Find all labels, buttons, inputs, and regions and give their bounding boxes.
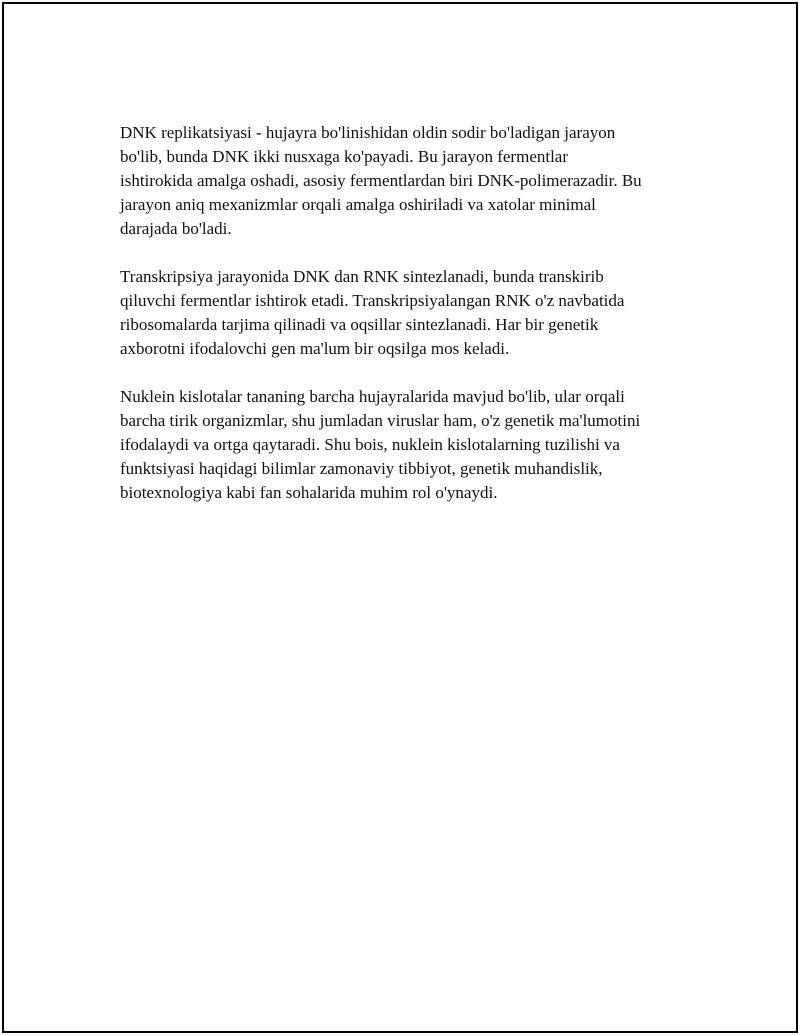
paragraph-transcription: Transkripsiya jarayonida DNK dan RNK sintezlanadi, bunda transkirib qiluvchi fermentlar ishtirok etadi. Transkripsiyalangan RNK o'z navbatida ribosomalarda tarjima qilinadi va oqsillar sintezlanadi. Har bir genetik axborotni ifodalovchi gen ma'lum bir oqsilga mos keladi. [120, 267, 625, 358]
document-body [120, 121, 690, 529]
paragraph-nucleic-acids: Nuklein kislotalar tananing barcha hujayralarida mavjud bo'lib, ular orqali barcha tirik organizmlar, shu jumladan viruslar ham, o'z genetik ma'lumotini ifodalaydi va ortga qaytaradi. Shu bois, nuklein kislotalarning tuzilishi va funktsiyasi haqidagi bilimlar zamonaviy tibbiyot, genetik muhandislik, biotexnologiya kabi fan sohalarida muhim rol o'ynaydi. [120, 387, 641, 502]
document-page [2, 2, 798, 1033]
paragraph-dna-replication: DNK replikatsiyasi - hujayra bo'linishidan oldin sodir bo'ladigan jarayon bo'lib, bunda DNK ikki nusxaga ko'payadi. Bu jarayon fermentlar ishtirokida amalga oshadi, asosiy fermentlardan biri DNK-polimerazadir. Bu jarayon aniq mexanizmlar orqali amalga oshiriladi va xatolar minimal darajada bo'ladi. [120, 123, 642, 238]
